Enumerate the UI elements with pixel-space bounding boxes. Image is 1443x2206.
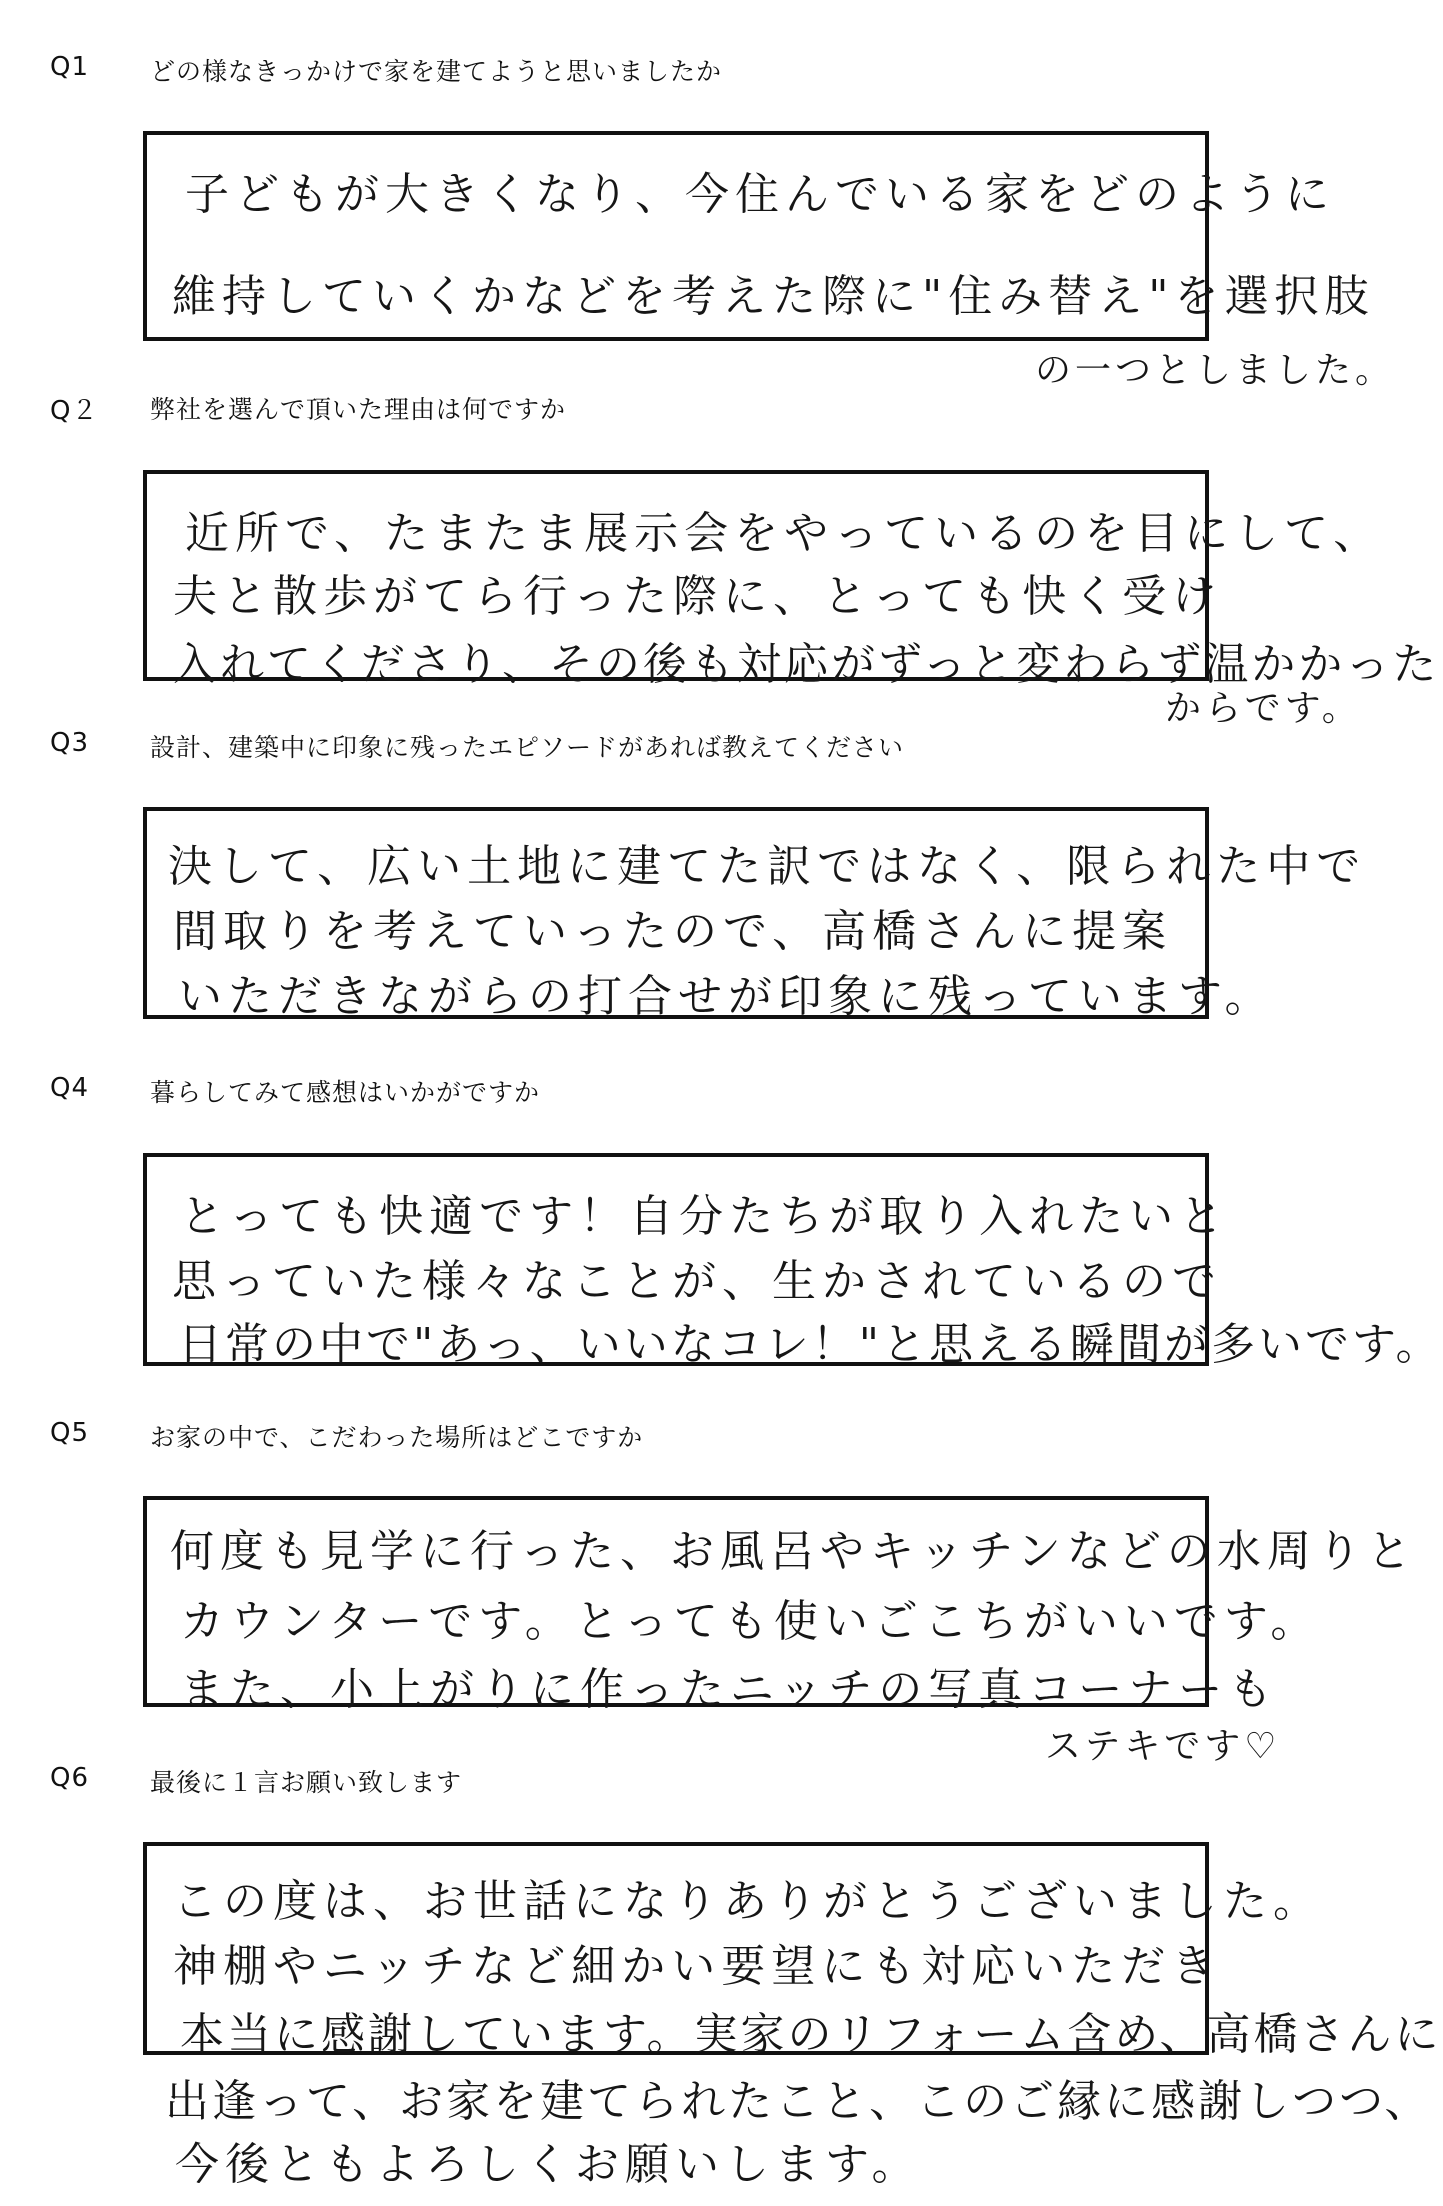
question-text: 最後に１言お願い致します — [150, 1768, 463, 1797]
answer-line: 本当に感謝しています。実家のリフォーム含め、高橋さんに — [180, 2009, 1442, 2060]
question-number: Q1 — [50, 52, 90, 82]
answer-line: 近所で、たまたま展示会をやっているのを目にして、 — [185, 508, 1384, 559]
answer-line: 入れてくださり、その後も対応がずっと変わらず温かかった — [173, 639, 1440, 690]
question-number: Q3 — [50, 728, 90, 758]
question-number: Q4 — [50, 1073, 90, 1103]
answer-line: 間取りを考えていったので、高橋さんに提案 — [173, 906, 1173, 957]
question-text: お家の中で、こだわった場所はどこですか — [150, 1423, 644, 1452]
answer-line: 決して、広い土地に建てた訳ではなく、限られた中で — [168, 841, 1367, 892]
question-text: 設計、建築中に印象に残ったエピソードがあれば教えてください — [150, 733, 905, 762]
answer-line: 今後ともよろしくお願いします。 — [175, 2139, 922, 2190]
answer-line: この度は、お世話になりありがとうございました。 — [173, 1876, 1323, 1927]
answer-line: からです。 — [1165, 688, 1362, 729]
answer-line: 何度も見学に行った、お風呂やキッチンなどの水周りと — [170, 1526, 1417, 1577]
answer-line: 思っていた様々なことが、生かされているので — [172, 1256, 1222, 1307]
answer-line: 日常の中で"あっ、いいなコレ！"と思える瞬間が多いです。 — [178, 1319, 1443, 1370]
answer-line: 維持していくかなどを考えた際に"住み替え"を選択肢 — [172, 271, 1375, 322]
answer-line: いただきながらの打合せが印象に残っています。 — [178, 971, 1275, 1022]
question-text: 暮らしてみて感想はいかがですか — [150, 1078, 541, 1107]
answer-line: カウンターです。とっても使いごこちがいいです。 — [180, 1596, 1321, 1647]
answer-line: 夫と散歩がてら行った際に、とっても快く受け — [173, 571, 1223, 622]
question-number: Q6 — [50, 1763, 90, 1793]
answer-line: とっても快適です！自分たちが取り入れたいと — [180, 1191, 1230, 1242]
answer-line: の一つとしました。 — [1035, 350, 1396, 391]
answer-line: 出逢って、お家を建てられたこと、このご縁に感謝しつつ、 — [165, 2076, 1432, 2127]
answer-line: 神棚やニッチなど細かい要望にも対応いただき — [173, 1941, 1222, 1992]
question-number: Q２ — [50, 396, 99, 426]
question-text: 弊社を選んで頂いた理由は何ですか — [150, 395, 567, 424]
answer-line: ステキです♡ — [1045, 1726, 1281, 1767]
answer-line: また、小上がりに作ったニッチの写真コーナーも — [180, 1664, 1279, 1715]
question-number: Q5 — [50, 1418, 90, 1448]
answer-line: 子どもが大きくなり、今住んでいる家をどのように — [185, 169, 1335, 220]
question-text: どの様なきっかけで家を建てようと思いましたか — [150, 57, 723, 86]
